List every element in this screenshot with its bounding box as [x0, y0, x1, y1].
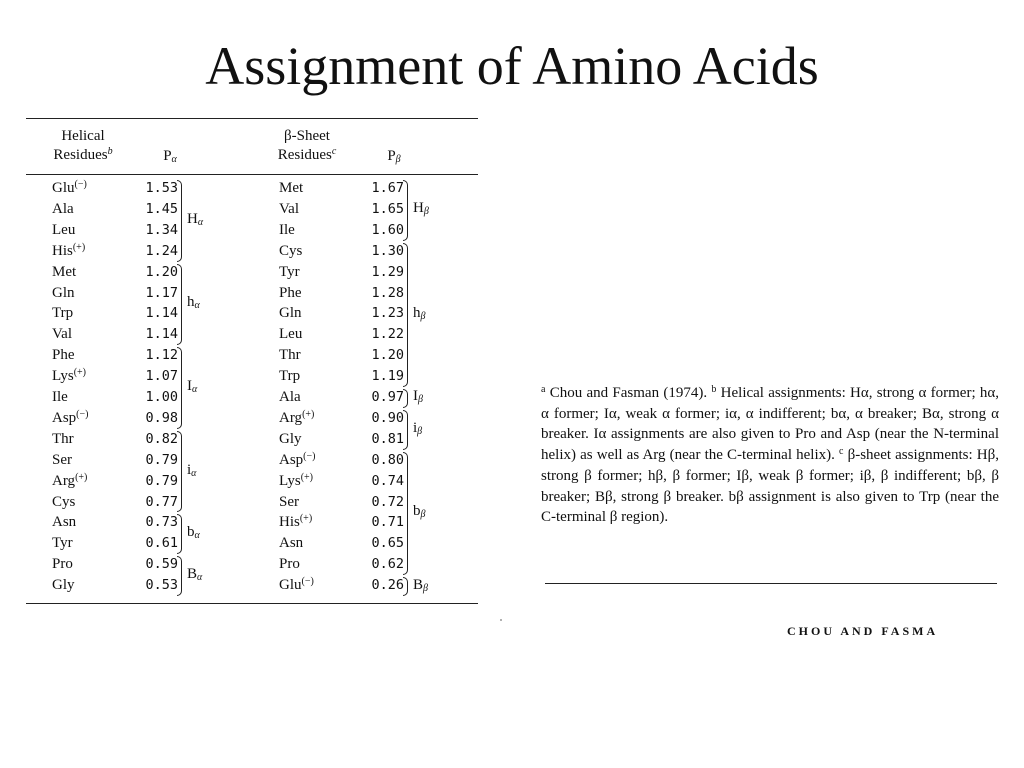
helical-propensity-value: 0.77 — [145, 493, 178, 510]
helical-residue: Pro — [52, 556, 73, 573]
helical-residue: Val — [52, 326, 72, 343]
sheet-propensity-value: 0.80 — [371, 451, 404, 468]
helical-group-label: $I_\alpha$ — [187, 378, 198, 395]
sheet-propensity-value: 0.81 — [371, 430, 404, 447]
charge-mark: (+) — [302, 408, 315, 420]
helical-propensity-value: 0.53 — [145, 577, 178, 594]
sheet-residue: Phe — [279, 284, 302, 301]
sheet-group-label: $B_\beta$ — [413, 576, 428, 594]
sheet-group-label: $I_\beta$ — [413, 388, 423, 406]
helical-group-label: $B_\alpha$ — [187, 566, 203, 584]
header-helical-residues: Helical Residues$^b$ — [53, 128, 113, 163]
table-header-rule — [26, 174, 478, 175]
helical-propensity-value: 0.73 — [145, 514, 178, 531]
sheet-residue: Tyr — [279, 263, 300, 280]
charge-mark: (−) — [301, 576, 314, 588]
helical-residue: Glu(−) — [52, 179, 87, 196]
sheet-propensity-value: 0.72 — [371, 493, 404, 510]
sheet-residue: Ser — [279, 493, 299, 510]
helical-propensity-value: 1.24 — [145, 242, 178, 259]
helical-propensity-value: 1.14 — [145, 305, 178, 322]
charge-mark: (+) — [73, 367, 86, 379]
table-footnote: $^a$ Chou and Fasman (1974). $^b$ Helical assignments: Hα, strong α former; hα, α former; Iα, weak α former; iα, α indifferent; bα, α breaker; Bα, strong α breaker. Iα assignments are also given to Pro and Asp (near the N-terminal helix) as well as Arg (near the C-terminal helix). $^c$ β-sheet assignments: Hβ, strong β former; hβ, β former; Iβ, weak β former; iβ, β indifferent; bβ, β breaker; Bβ, strong β breaker. bβ assignment is also given to Trp (near the C-terminal β region). — [541, 384, 999, 526]
helical-propensity-value: 1.34 — [145, 221, 178, 238]
sheet-propensity-value: 1.67 — [371, 180, 404, 196]
helical-residue: Met — [52, 263, 77, 280]
helical-propensity-value: 0.82 — [145, 430, 178, 447]
sheet-residue: Glu(−) — [279, 576, 314, 594]
helical-residue: Thr — [52, 430, 74, 447]
charge-mark: (+) — [299, 513, 313, 525]
sheet-residue: Ile — [279, 221, 295, 238]
helical-residue: Asn — [52, 514, 77, 531]
helical-group-label: $b_\alpha$ — [187, 524, 200, 542]
helical-residue: Phe — [52, 347, 75, 364]
helical-group-label: $i_\alpha$ — [187, 461, 197, 479]
helical-propensity-value: 1.12 — [145, 347, 178, 364]
sheet-residue: Arg(+) — [279, 408, 315, 426]
sheet-residue: Trp — [279, 368, 301, 385]
sheet-residue: Thr — [279, 347, 301, 364]
helical-propensity-value: 1.20 — [145, 263, 178, 280]
charge-mark: (−) — [303, 450, 316, 462]
helical-propensity-value: 0.61 — [145, 535, 178, 552]
sheet-group-brace — [403, 180, 408, 241]
helical-propensity-value: 1.17 — [145, 284, 178, 301]
header-p-alpha: $P_\alpha$ — [163, 148, 177, 165]
sheet-residue: Gln — [279, 305, 302, 322]
helical-residue: Leu — [52, 221, 76, 238]
slide-title: Assignment of Amino Acids — [205, 36, 819, 96]
helical-residue: Cys — [52, 493, 76, 510]
helical-propensity-value: 0.98 — [145, 409, 178, 426]
helical-propensity-value: 1.07 — [145, 368, 178, 385]
sheet-residue: Pro — [279, 556, 300, 573]
sheet-propensity-value: 1.29 — [371, 263, 404, 280]
sheet-propensity-value: 1.60 — [371, 221, 404, 238]
header-sheet-residues: β-Sheet Residues$^c$ — [277, 128, 337, 163]
sheet-propensity-value: 1.28 — [371, 284, 404, 301]
sheet-propensity-value: 0.62 — [371, 556, 404, 573]
helical-propensity-value: 1.53 — [145, 180, 178, 196]
helical-propensity-value: 1.45 — [145, 200, 178, 217]
sheet-group-brace — [403, 410, 408, 450]
helical-residue: Tyr — [52, 535, 73, 552]
helical-group-brace — [177, 180, 182, 262]
sheet-residue: Ala — [279, 389, 301, 405]
sheet-group-brace — [403, 389, 408, 408]
charge-mark: (−) — [76, 408, 89, 420]
helical-residue: Trp — [52, 305, 74, 322]
sheet-propensity-value: 0.26 — [371, 577, 404, 594]
helical-propensity-value: 0.79 — [145, 472, 178, 489]
helical-residue: Ala — [52, 200, 74, 217]
sheet-group-label: $i_\beta$ — [413, 419, 423, 437]
helical-propensity-value: 1.14 — [145, 326, 178, 343]
table-bottom-rule — [26, 603, 478, 604]
charge-mark: (−) — [74, 179, 87, 190]
helical-residue: Lys(+) — [52, 367, 86, 385]
sheet-residue: Met — [279, 180, 304, 196]
sheet-residue: Asp(−) — [279, 450, 316, 468]
sheet-residue: Leu — [279, 326, 303, 343]
sheet-propensity-value: 1.19 — [371, 368, 404, 385]
helical-group-brace — [177, 264, 182, 346]
sheet-propensity-value: 0.90 — [371, 409, 404, 426]
sheet-residue: Val — [279, 200, 299, 217]
helical-propensity-value: 0.59 — [145, 556, 178, 573]
header-p-beta: $P_\beta$ — [387, 148, 401, 165]
sheet-propensity-value: 0.71 — [371, 514, 404, 531]
sheet-residue: His(+) — [279, 513, 313, 531]
helical-residue: Gly — [52, 577, 75, 594]
helical-propensity-value: 0.79 — [145, 451, 178, 468]
helical-residue: Ile — [52, 389, 68, 405]
sheet-residue: Lys(+) — [279, 471, 313, 489]
sheet-propensity-value: 0.65 — [371, 535, 404, 552]
sheet-residue: Cys — [279, 242, 303, 259]
helical-group-brace — [177, 556, 182, 596]
sheet-propensity-value: 1.30 — [371, 242, 404, 259]
helical-group-brace — [177, 347, 182, 429]
propensity-table — [26, 118, 478, 604]
helical-residue: Arg(+) — [52, 471, 88, 489]
charge-mark: (+) — [300, 471, 313, 483]
helical-group-label: $h_\alpha$ — [187, 294, 200, 312]
helical-group-brace — [177, 514, 182, 554]
helical-propensity-value: 1.00 — [145, 389, 178, 405]
sheet-group-brace — [403, 243, 408, 387]
helical-group-label: $H_\alpha$ — [187, 210, 204, 228]
sheet-propensity-value: 1.23 — [371, 305, 404, 322]
sheet-group-brace — [403, 452, 408, 575]
sheet-residue: Asn — [279, 535, 304, 552]
sheet-propensity-value: 0.97 — [371, 389, 404, 405]
helical-group-brace — [177, 431, 182, 513]
sheet-propensity-value: 1.65 — [371, 200, 404, 217]
sheet-group-label: $H_\beta$ — [413, 200, 429, 218]
charge-mark: (+) — [75, 471, 88, 483]
helical-residue: Asp(−) — [52, 408, 89, 426]
sheet-residue: Gly — [279, 430, 302, 447]
sheet-propensity-value: 0.74 — [371, 472, 404, 489]
sheet-propensity-value: 1.20 — [371, 347, 404, 364]
helical-residue: Ser — [52, 451, 72, 468]
table-top-rule — [26, 118, 478, 119]
scan-speck — [500, 619, 502, 621]
sheet-propensity-value: 1.22 — [371, 326, 404, 343]
helical-residue: His(+) — [52, 241, 86, 259]
footnote-rule — [545, 583, 997, 584]
charge-mark: (+) — [72, 241, 86, 253]
sheet-group-label: $b_\beta$ — [413, 503, 426, 521]
helical-residue: Gln — [52, 284, 75, 301]
sheet-group-label: $h_\beta$ — [413, 304, 426, 322]
sheet-group-brace — [403, 577, 408, 596]
running-head: CHOU AND FASMA — [787, 624, 939, 638]
